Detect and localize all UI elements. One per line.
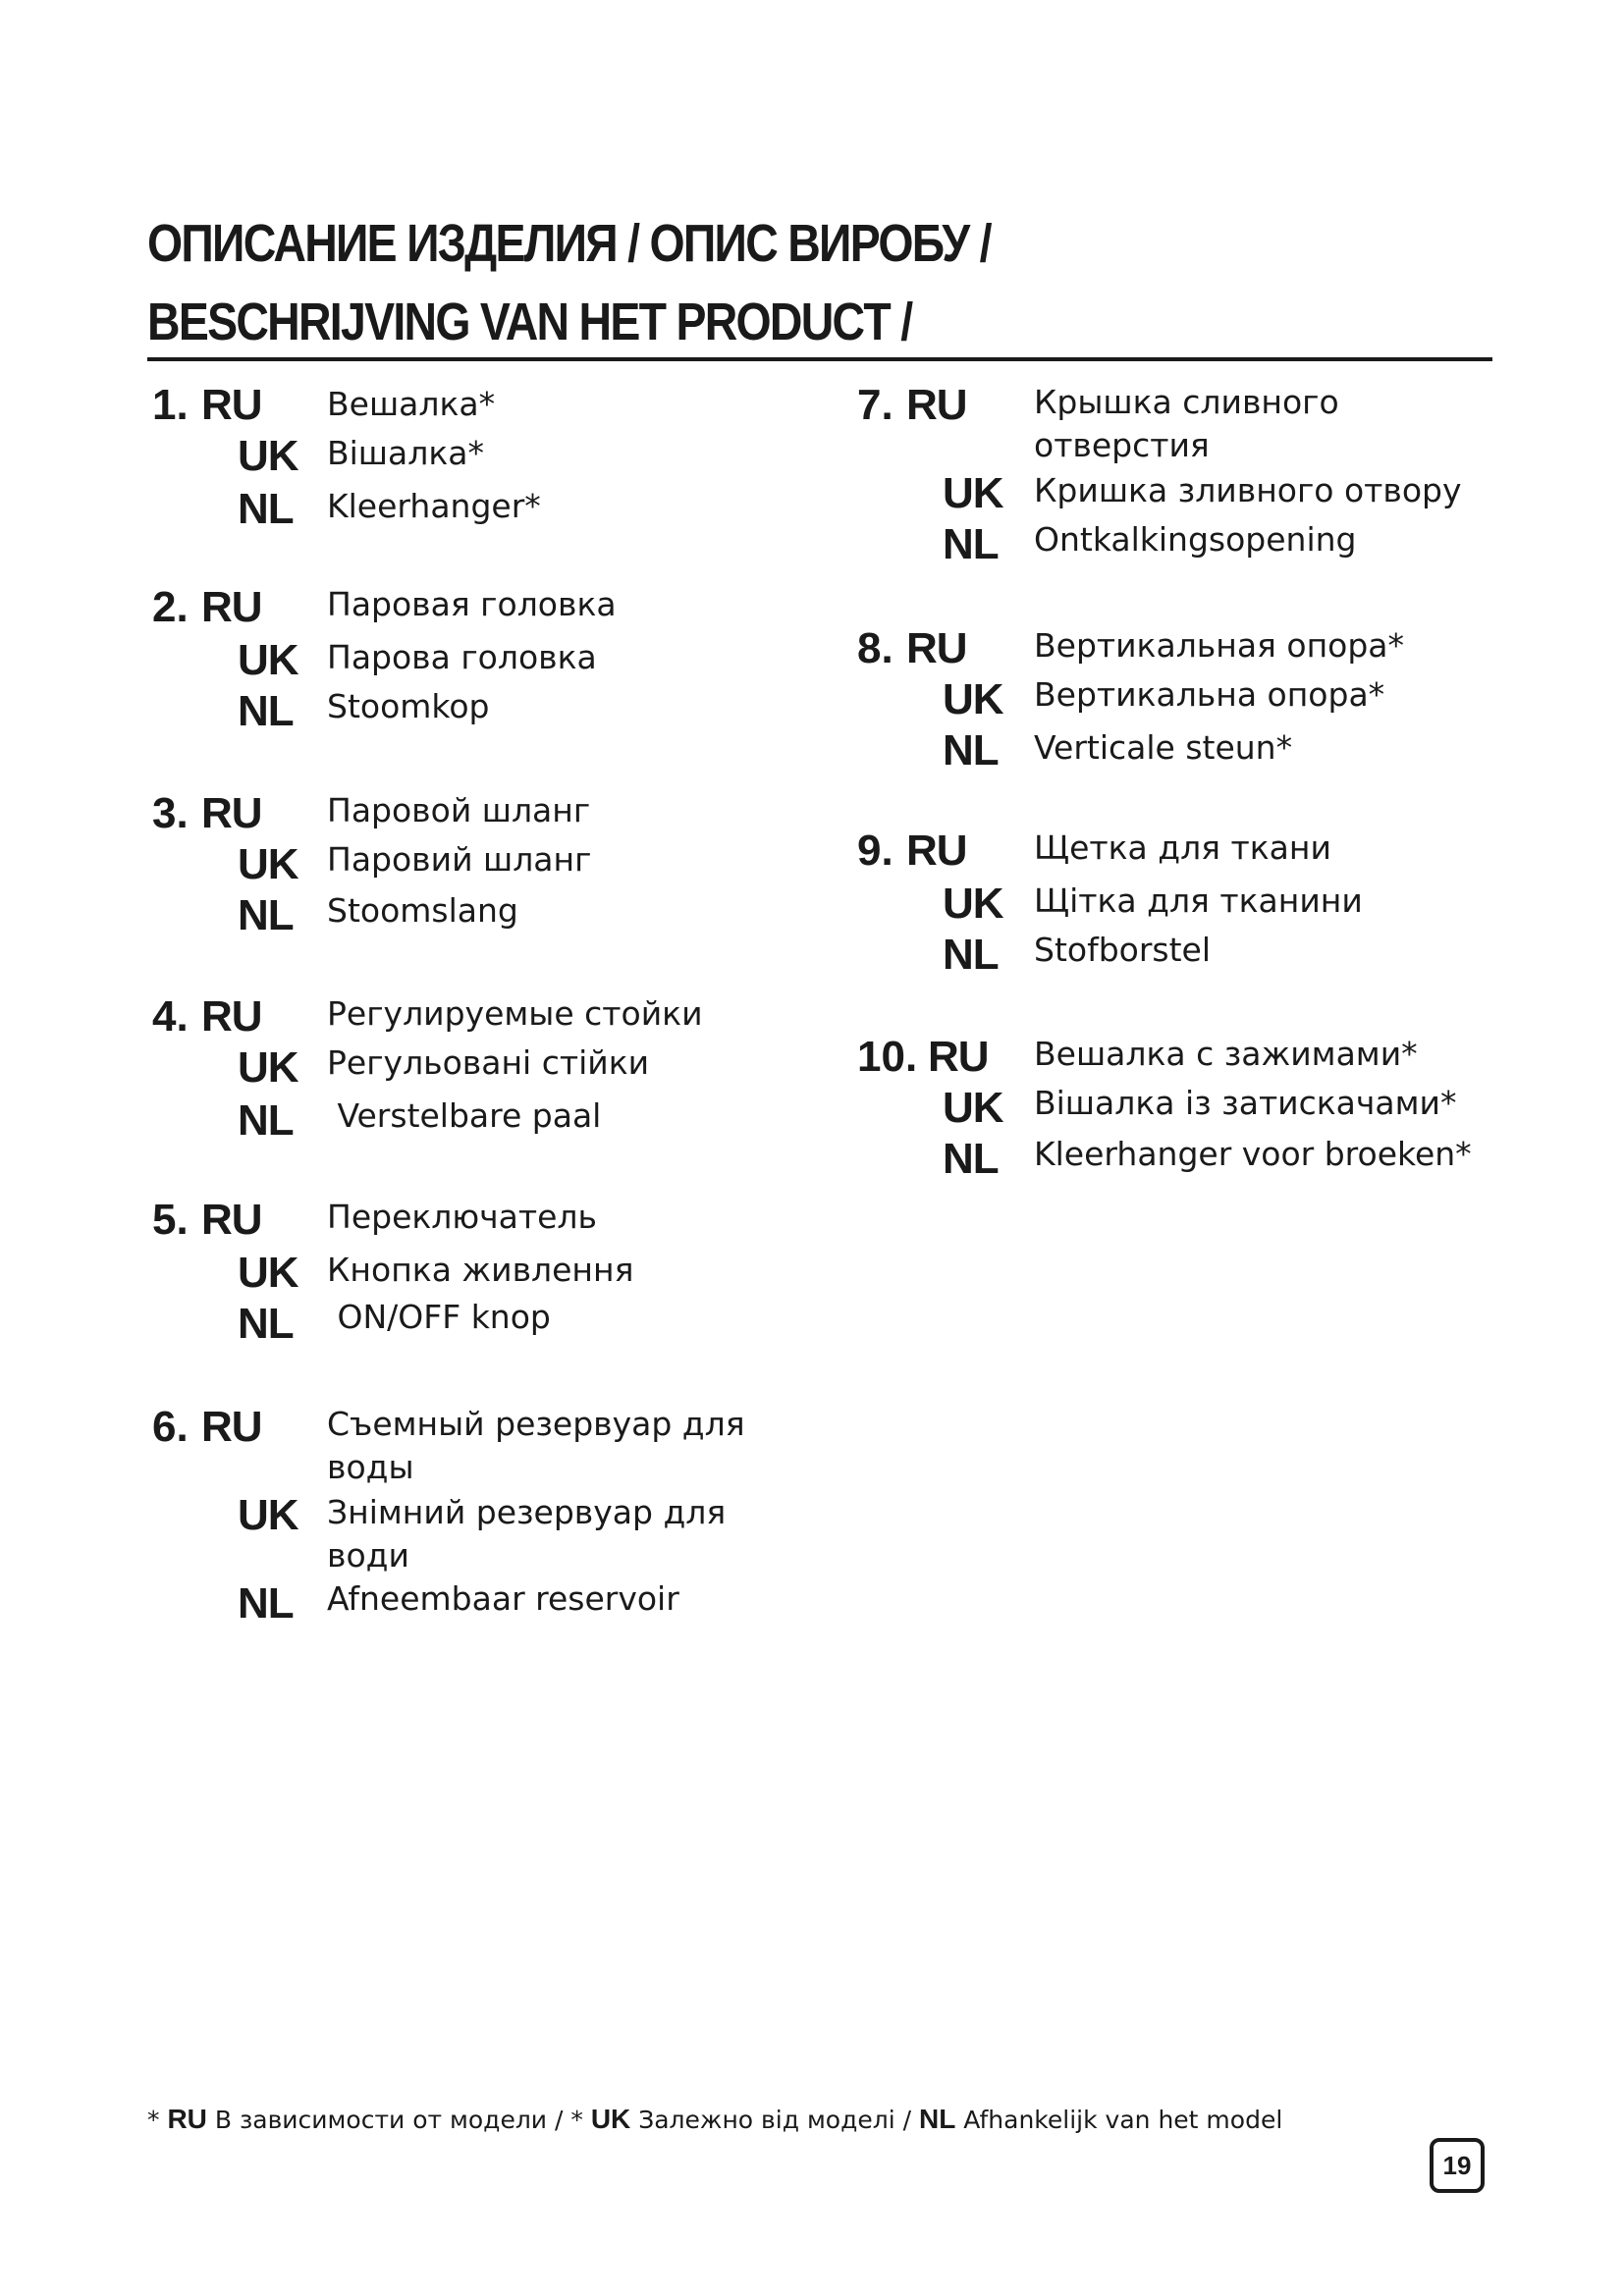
lang-code-ru: RU: [201, 789, 262, 837]
item-number: 1.: [152, 381, 189, 429]
item-text-uk: Кнопка живлення: [327, 1251, 634, 1289]
item-text-ru: Паровой шланг: [327, 791, 591, 829]
footnote-text-ru: В зависимости от модели / *: [206, 2106, 591, 2134]
lang-code-ru: RU: [928, 1033, 989, 1081]
item-number: 6.: [152, 1403, 189, 1451]
item-number: 9.: [857, 827, 893, 875]
item-text-ru: Регулируемые стойки: [327, 994, 703, 1033]
lang-code-uk: UK: [238, 1249, 298, 1297]
item-number: 10.: [857, 1033, 918, 1081]
item-text-nl: Ontkalkingsopening: [1034, 520, 1357, 559]
lang-code-uk: UK: [238, 1491, 298, 1539]
lang-code-uk: UK: [238, 1043, 298, 1092]
lang-code-ru: RU: [201, 1196, 262, 1244]
item-text-uk: Вішалка із затискачами*: [1034, 1084, 1457, 1122]
item-number: 2.: [152, 583, 189, 631]
item-text-nl: ON/OFF knop: [327, 1298, 551, 1336]
lang-code-uk: UK: [943, 675, 1003, 723]
item-text-nl: Kleerhanger*: [327, 487, 541, 525]
item-text-nl: Verstelbare paal: [327, 1096, 602, 1135]
page-title: ОПИСАНИЕ ИЗДЕЛИЯ / ОПИС ВИРОБУ / BESCHRIJVING VAN HET PRODUCT /: [147, 214, 991, 351]
item-text-ru: Вешалка с зажимами*: [1034, 1035, 1418, 1073]
item-text-nl: Stofborstel: [1034, 931, 1212, 969]
lang-code-ru: RU: [906, 827, 967, 875]
lang-code-nl: NL: [238, 891, 294, 939]
lang-code-ru: RU: [201, 583, 262, 631]
lang-code-ru: RU: [201, 381, 262, 429]
page-number: 19: [1430, 2138, 1485, 2193]
footnote-code-nl: NL: [919, 2104, 956, 2134]
item-text-uk: Вертикальна опора*: [1034, 675, 1385, 714]
item-number: 7.: [857, 381, 893, 429]
lang-code-ru: RU: [201, 992, 262, 1041]
item-number: 4.: [152, 992, 189, 1041]
item-text-uk: Регульовані стійки: [327, 1043, 650, 1082]
lang-code-nl: NL: [238, 1579, 294, 1628]
lang-code-nl: NL: [943, 1135, 999, 1183]
item-text-ru: Щетка для ткани: [1034, 828, 1331, 867]
lang-code-ru: RU: [201, 1403, 262, 1451]
item-text-uk: Вішалка*: [327, 434, 484, 472]
lang-code-uk: UK: [943, 880, 1003, 928]
lang-code-nl: NL: [943, 520, 999, 568]
title-divider: [147, 357, 1492, 361]
item-text-uk: Кришка зливного отвору: [1034, 471, 1462, 509]
lang-code-nl: NL: [238, 485, 294, 533]
lang-code-uk: UK: [943, 1084, 1003, 1132]
item-number: 3.: [152, 789, 189, 837]
item-number: 5.: [152, 1196, 189, 1244]
lang-code-nl: NL: [238, 1096, 294, 1145]
item-text-uk: Паровий шланг: [327, 840, 592, 879]
item-text-nl: Stoomslang: [327, 891, 518, 930]
lang-code-uk: UK: [943, 469, 1003, 517]
lang-code-nl: NL: [943, 726, 999, 774]
footnote-code-uk: UK: [590, 2104, 631, 2134]
item-text-ru: Переключатель: [327, 1198, 597, 1236]
item-text-nl: Verticale steun*: [1034, 728, 1293, 767]
item-number: 8.: [857, 624, 893, 672]
lang-code-uk: UK: [238, 432, 298, 480]
lang-code-nl: NL: [238, 687, 294, 735]
item-text-nl: Kleerhanger voor broeken*: [1034, 1135, 1472, 1173]
item-text-uk: Знімний резервуар для води: [327, 1493, 727, 1575]
lang-code-nl: NL: [943, 931, 999, 979]
item-text-ru: Съемный резервуар для воды: [327, 1405, 745, 1486]
footnote: [147, 2103, 1282, 2137]
lang-code-ru: RU: [906, 381, 967, 429]
lang-code-ru: RU: [906, 624, 967, 672]
footnote-code-ru: RU: [167, 2104, 207, 2134]
item-text-ru: Вертикальная опора*: [1034, 626, 1405, 665]
lang-code-nl: NL: [238, 1300, 294, 1348]
item-text-nl: Stoomkop: [327, 687, 490, 725]
item-text-ru: Вешалка*: [327, 385, 496, 423]
footnote-text-nl: Afhankelijk van het model: [955, 2106, 1283, 2134]
lang-code-uk: UK: [238, 840, 298, 888]
item-text-nl: Afneembaar reservoir: [327, 1579, 679, 1618]
footnote-text-uk: Залежно від моделі /: [630, 2106, 920, 2134]
item-text-uk: Парова головка: [327, 638, 597, 676]
item-text-uk: Щітка для тканини: [1034, 881, 1363, 920]
item-text-ru: Крышка сливного отверстия: [1034, 383, 1339, 464]
lang-code-uk: UK: [238, 636, 298, 684]
footnote-star: *: [147, 2106, 168, 2134]
item-text-ru: Паровая головка: [327, 585, 617, 623]
